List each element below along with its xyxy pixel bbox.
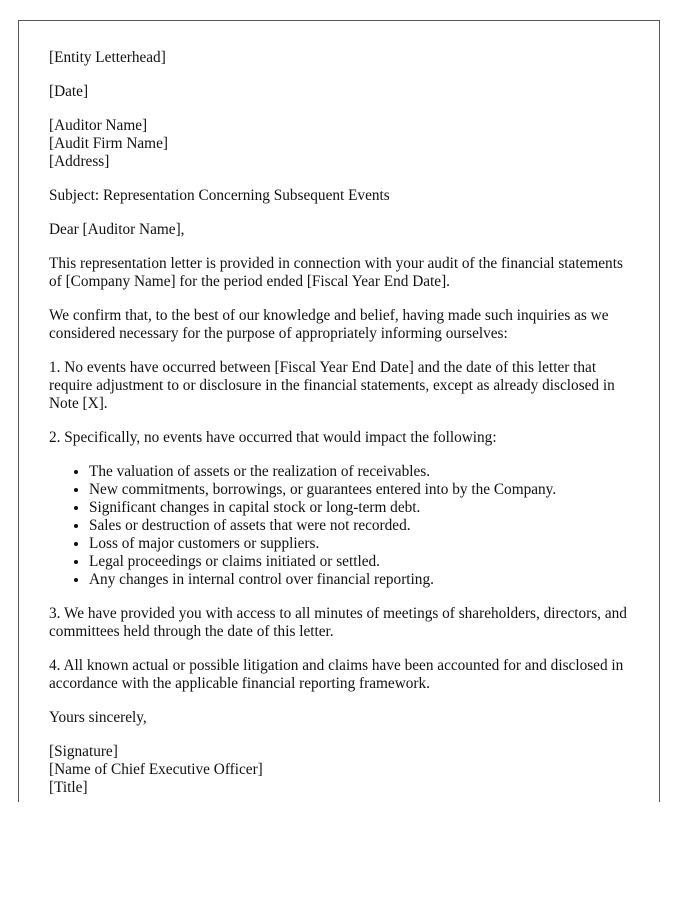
list-item: • Loss of major customers or suppliers. — [89, 535, 629, 553]
letter-date: [Date] — [49, 83, 89, 100]
intro-paragraph: This representation letter is provided in connection with your audit of the financial statements of [Company Name] for the period ended [Fiscal Year End Date]. — [49, 255, 623, 290]
signer-name: [Name of Chief Executive Officer] — [49, 761, 263, 778]
point-2: 2. Specifically, no events have occurred that would impact the following: — [49, 429, 497, 446]
list-item: • Legal proceedings or claims initiated or settled. — [89, 553, 629, 571]
list-item: • Sales or destruction of assets that were not recorded. — [89, 517, 629, 535]
recipient-name: [Auditor Name] — [49, 117, 148, 134]
impact-list — [49, 463, 629, 589]
list-item: • New commitments, borrowings, or guarantees entered into by the Company. — [89, 481, 629, 499]
list-item: • The valuation of assets or the realization of receivables. — [89, 463, 629, 481]
point-1: 1. No events have occurred between [Fiscal Year End Date] and the date of this letter that require adjustment to or disclosure in the financial statements, except as already disclosed in Note [X]. — [49, 359, 615, 412]
recipient-address: [Address] — [49, 153, 110, 170]
recipient-block — [49, 117, 629, 171]
signer-title: [Title] — [49, 779, 88, 796]
point-4: 4. All known actual or possible litigation and claims have been accounted for and disclosed in accordance with the applicable financial reporting framework. — [49, 657, 624, 692]
list-item: • Significant changes in capital stock or long-term debt. — [89, 499, 629, 517]
list-item: • Any changes in internal control over financial reporting. — [89, 571, 629, 589]
subject-line: Subject: Representation Concerning Subsequent Events — [49, 187, 390, 204]
letterhead: [Entity Letterhead] — [49, 49, 166, 66]
point-3: 3. We have provided you with access to all minutes of meetings of shareholders, directors, and committees held through the date of this letter. — [49, 605, 627, 640]
confirm-paragraph: We confirm that, to the best of our knowledge and belief, having made such inquiries as we considered necessary for the purpose of appropriately informing ourselves: — [49, 307, 609, 342]
recipient-firm: [Audit Firm Name] — [49, 135, 168, 152]
letter-page — [18, 20, 660, 802]
signature: [Signature] — [49, 743, 118, 760]
salutation: Dear [Auditor Name], — [49, 221, 185, 238]
closing: Yours sincerely, — [49, 709, 147, 726]
signature-block — [49, 743, 629, 797]
